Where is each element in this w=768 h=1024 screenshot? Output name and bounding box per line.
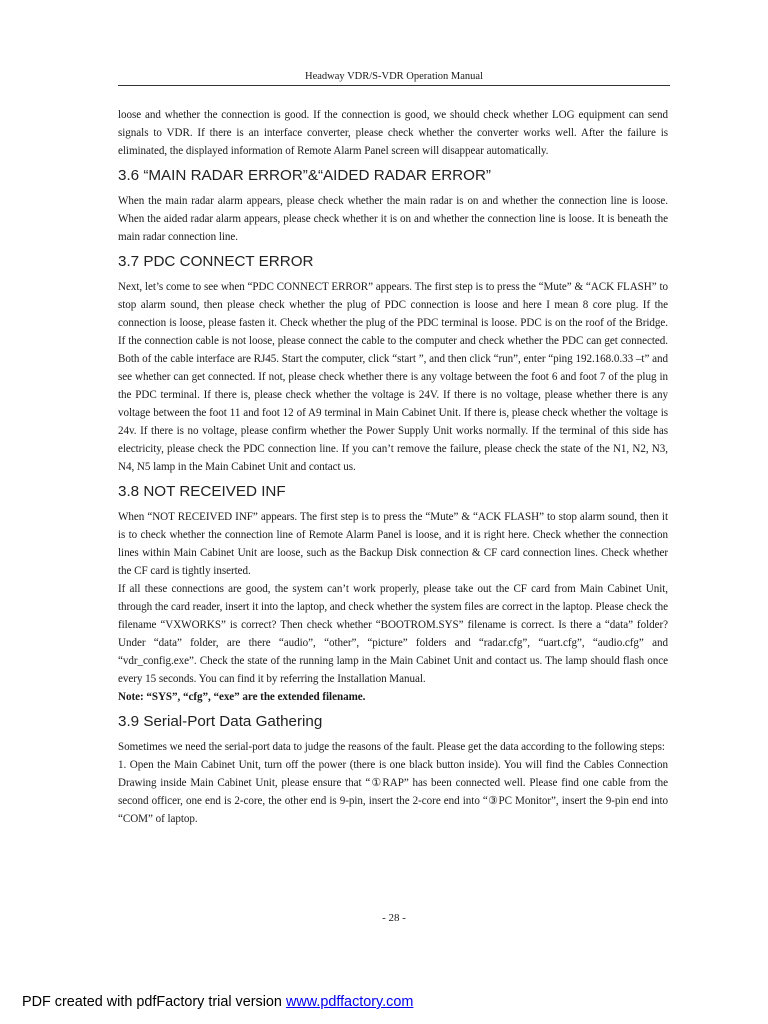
section-3-8-note [118,688,668,706]
section-3-9-paragraph-1: Sometimes we need the serial-port data to judge the reasons of the fault. Please get the data according to the following steps: [118,741,665,753]
note-text: Note: “SYS”, “cfg”, “exe” are the extended filename. [118,691,366,703]
pdf-footer [22,994,413,1010]
section-3-7-paragraph: Next, let’s come to see when “PDC CONNECT ERROR” appears. The first step is to press the “Mute” & “ACK FLASH” to stop alarm sound, then please check whether the plug of PDC connection is loose and here I mean 8 core plug. If the connection is loose, please fasten it. Check whether the plug of the PDC terminal is loose. PDC is on the roof of the Bridge. If the connection cable is not loose, please connect the cable to the computer and check whether the PDC can get connected. Both of the cable interface are RJ45. Start the computer, click “start ”, and then click “run”, enter “ping 192.168.0.33 –t” and see whether can get connected. If not, please check whether there is any voltage between the foot 6 and foot 7 of the plug in the PDC terminal. If there is, please check whether the voltage is 24V. If there is no voltage, please whether there is any voltage between the foot 11 and foot 12 of A9 terminal in Main Cabinet Unit. If there is, please check whether the voltage is 24v. If there is no voltage, please confirm whether the Power Supply Unit works normally. If the terminal of this side has electricity, please check the PDC connection line. If you can’t remove the failure, please check the state of the N1, N2, N3, N4, N5 lamp in the Main Cabinet Unit and contact us. [118,281,668,473]
section-3-6-paragraph: When the main radar alarm appears, please check whether the main radar is on and whether the connection line is loose. When the aided radar alarm appears, please check whether it is on and whether the connection line is loose. It is beneath the main radar connection line. [118,195,668,243]
page-number: - 28 - [382,912,406,924]
pdffactory-link[interactable]: www.pdffactory.com [285,994,414,1010]
section-heading-3-7: 3.7 PDC CONNECT ERROR [118,253,314,270]
section-heading-3-8: 3.8 NOT RECEIVED INF [118,483,286,500]
section-heading-3-9: 3.9 Serial-Port Data Gathering [118,713,323,730]
page-header: Headway VDR/S-VDR Operation Manual [118,70,670,86]
document-body [118,106,668,828]
intro-paragraph: loose and whether the connection is good. If the connection is good, we should check whether LOG equipment can send signals to VDR. If there is an interface converter, please check whether the converter works well. After the failure is eliminated, the displayed information of Remote Alarm Panel screen will disappear automatically. [118,109,668,157]
section-3-8-paragraph-1: When “NOT RECEIVED INF” appears. The first step is to press the “Mute” & “ACK FLASH” to stop alarm sound, then it is to check whether the connection line of Remote Alarm Panel is loose, and it is right here. Check whether the connection lines within Main Cabinet Unit are loose, such as the Backup Disk connection & CF card connection lines. Check whether the CF card is tightly inserted. [118,511,668,577]
section-heading-3-6: 3.6 “MAIN RADAR ERROR”&“AIDED RADAR ERROR” [118,167,491,184]
section-3-9-paragraph-2: 1. Open the Main Cabinet Unit, turn off the power (there is one black button inside). You will find the Cables Connection Drawing inside Main Cabinet Unit, please ensure that “①RAP” has been connected well. Please find one cable from the second officer, one end is 2-core, the other end is 9-pin, insert the 2-core end into “③PC Monitor”, insert the 9-pin end into “COM” of laptop. [118,759,668,825]
footer-text: PDF created with pdfFactory trial version [22,994,286,1010]
section-3-8-paragraph-2: If all these connections are good, the system can’t work properly, please take out the CF card from Main Cabinet Unit, through the card reader, insert it into the laptop, and check whether the system files are correct in the laptop. Please check the filename “VXWORKS” is correct? Then check whether “BOOTROM.SYS” filename is correct. Is there a “data” folder? Under “data” folder, are there “audio”, “other”, “picture” folders and “radar.cfg”, “uart.cfg”, “audio.cfg” and “vdr_config.exe”. Check the state of the running lamp in the Main Cabinet Unit and contact us. The lamp should flash once every 15 seconds. You can find it by referring the Installation Manual. [118,583,668,685]
